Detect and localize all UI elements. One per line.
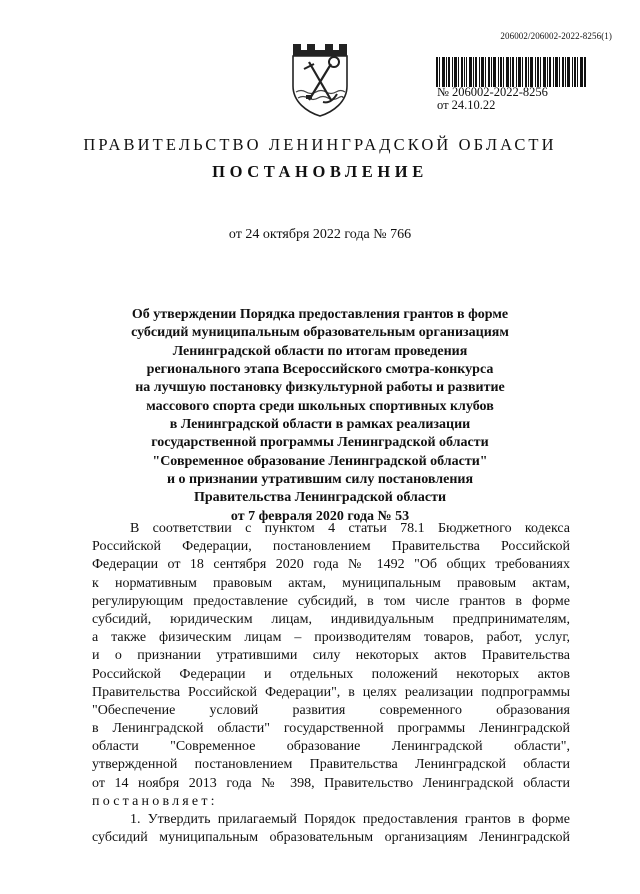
body-line: В соответствии с пунктом 4 статьи 78.1 Бюджетного кодекса	[130, 521, 570, 536]
body-line: Российской Федерации, постановлением Правительства Российской	[92, 539, 570, 555]
title-line: на лучшую постановку физкультурной работы и развитие	[135, 380, 505, 396]
title-line: субсидий муниципальным образовательным организациям	[131, 325, 509, 341]
registration-date: от 24.10.22	[437, 98, 496, 112]
body-line: субсидий, юридическим лицам, индивидуальным предпринимателям,	[92, 611, 570, 627]
body-line: а также физическим лицам – производителям товаров, работ, услуг,	[92, 630, 570, 646]
body-line: постановляет:	[92, 793, 218, 809]
body-line: субсидий муниципальным образовательным организациям Ленинградской	[92, 830, 570, 846]
title-line: регионального этапа Всероссийского смотра-конкурса	[146, 362, 494, 378]
title-line: в Ленинградской области в рамках реализации	[169, 417, 471, 433]
body-line: в Ленинградской области" государственной программы Ленинградской	[92, 721, 570, 737]
body-line: регулирующим предоставление субсидий, в том числе грантов в форме	[92, 593, 570, 609]
body-line: Российской Федерации и отдельных положений некоторых актов	[92, 666, 570, 682]
title-line: государственной программы Ленинградской области	[151, 435, 489, 451]
title-line: массового спорта среди школьных спортивных клубов	[146, 398, 494, 414]
document-type: ПОСТАНОВЛЕНИЕ	[212, 162, 428, 181]
registration-block	[437, 86, 548, 112]
title-line: Ленинградской области по итогам проведения	[172, 343, 468, 359]
coat-of-arms-emblem	[289, 42, 351, 118]
body-line: "Обеспечение условий развития современного образования	[92, 702, 570, 718]
government-name: ПРАВИТЕЛЬСТВО ЛЕНИНГРАДСКОЙ ОБЛАСТИ	[83, 135, 557, 154]
body-line: Правительства Российской Федерации", в целях реализации подпрограммы	[92, 684, 570, 700]
decree-body	[92, 520, 570, 847]
document-id: 206002/206002-2022-8256(1)	[500, 31, 612, 41]
title-line: "Современное образование Ленинградской области"	[152, 453, 488, 469]
decree-title	[120, 306, 520, 526]
registration-number: № 206002-2022-8256	[437, 85, 548, 99]
decree-date-number: от 24 октября 2022 года № 766	[228, 227, 412, 242]
title-line: Об утверждении Порядка предоставления грантов в форме	[131, 307, 509, 322]
body-line: Федерации от 18 сентября 2020 года № 1492 "Об общих требованиях	[92, 557, 570, 573]
title-line: Правительства Ленинградской области	[193, 490, 447, 506]
barcode	[436, 57, 586, 87]
body-line: от 14 ноября 2013 года № 398, Правительство Ленинградской области	[92, 775, 570, 791]
title-line: от 7 февраля 2020 года № 53	[230, 508, 410, 524]
body-line: и о признании утратившими силу некоторых актов Правительства	[92, 648, 570, 664]
body-line: 1. Утвердить прилагаемый Порядок предоставления грантов в форме	[130, 812, 570, 827]
body-line: к нормативным правовым актам, муниципальным правовым актам,	[92, 575, 570, 591]
title-line: и о признании утратившим силу постановления	[166, 472, 474, 488]
body-line: области "Современное образование Ленинградской области",	[92, 739, 570, 755]
body-line: утвержденной постановлением Правительства Ленинградской области	[92, 757, 570, 773]
